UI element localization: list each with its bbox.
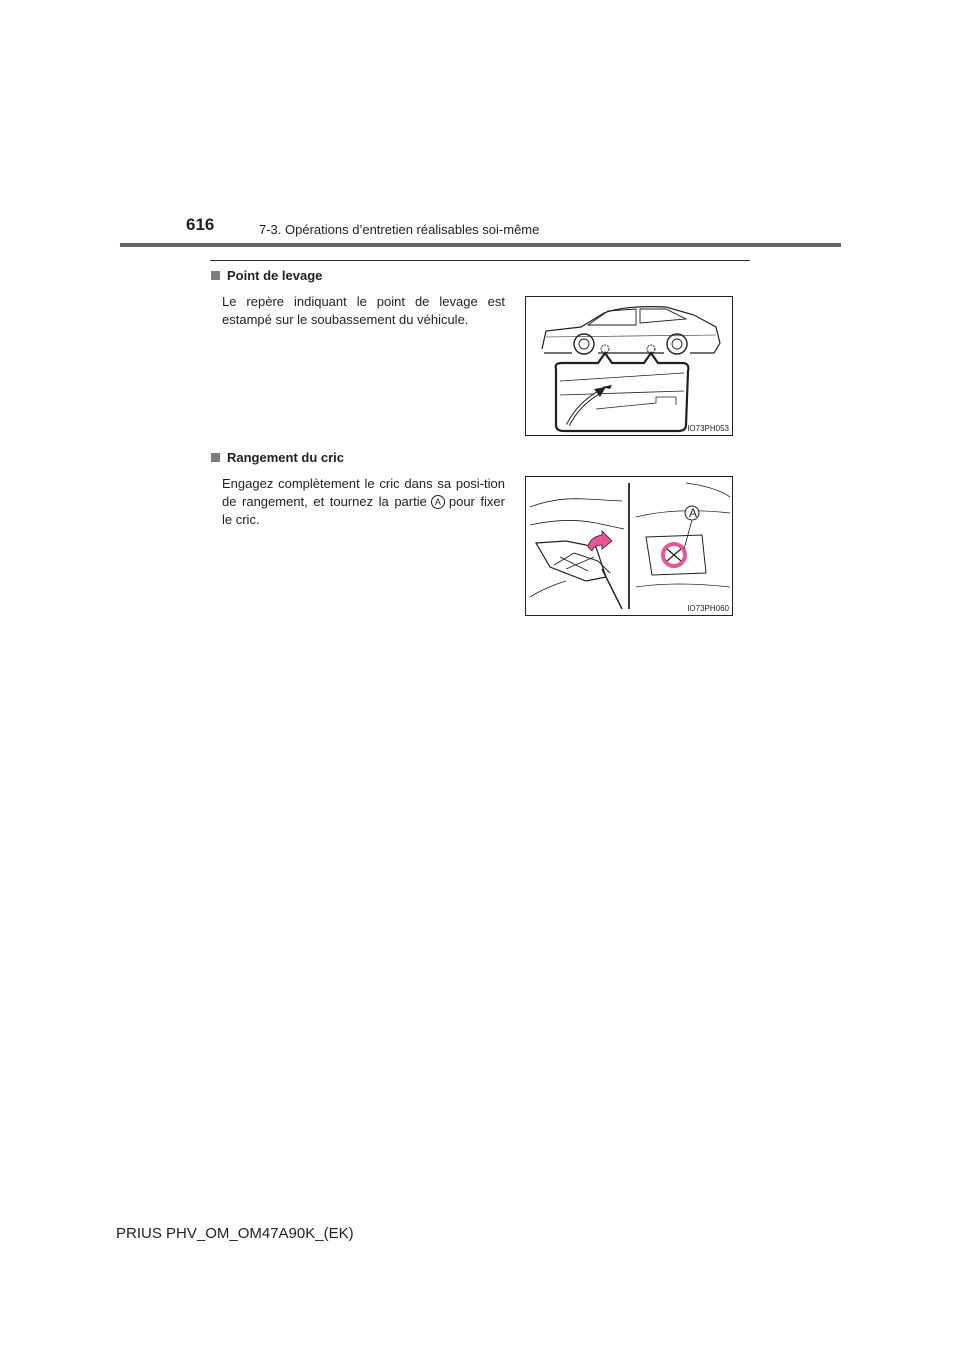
heading-text: Rangement du cric <box>227 450 345 465</box>
section-divider <box>210 260 750 261</box>
jack-text-part2: pour fixer le cric. <box>222 494 505 527</box>
page-number: 616 <box>186 215 215 234</box>
header-rule <box>120 243 841 247</box>
jack-storage-illustration <box>526 477 732 615</box>
figure-jack-storage <box>525 476 733 616</box>
heading-square-icon <box>211 453 220 462</box>
heading-jack-storage <box>211 450 344 465</box>
document-id-footer: PRIUS PHV_OM_OM47A90K_(EK) <box>116 1225 354 1242</box>
heading-square-icon <box>211 271 220 280</box>
jack-storage-text <box>222 475 505 529</box>
section-title: 7-3. Opérations d’entretien réalisables soi-même <box>259 222 540 237</box>
car-lifting-point-illustration <box>526 297 732 435</box>
figure-code: IO73PH060 <box>687 604 729 613</box>
heading-text: Point de levage <box>227 268 323 283</box>
figure-lifting-point <box>525 296 733 436</box>
heading-lifting-point <box>211 268 322 283</box>
figure-code: IO73PH053 <box>687 424 729 433</box>
callout-a-label: A <box>688 506 697 520</box>
lifting-point-text: Le repère indiquant le point de levage est estampé sur le soubassement du véhicule. <box>222 294 505 327</box>
jack-text-part1: Engagez complètement le cric dans sa posi-tion de rangement, et tournez la partie <box>222 476 505 509</box>
part-a-marker: A <box>431 495 445 509</box>
